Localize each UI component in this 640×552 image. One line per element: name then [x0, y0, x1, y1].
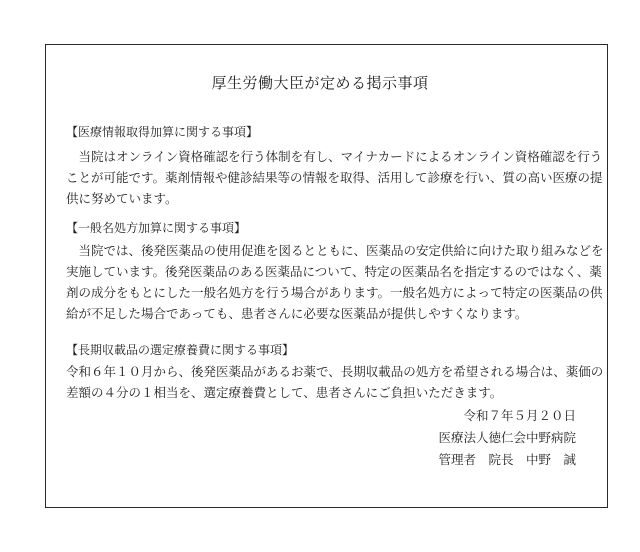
section-body — [66, 146, 603, 209]
body-line: 給が不足した場合であっても、患者さんに必要な医薬品が提供しやすくなります。 — [66, 306, 528, 321]
section-body — [66, 240, 604, 324]
section-medical-info-addition — [66, 124, 603, 209]
manager-name: 管理者 院長 中野 誠 — [438, 452, 576, 467]
signature-block — [438, 405, 576, 471]
organization-name: 医療法人徳仁会中野病院 — [438, 430, 576, 445]
section-heading: 【一般名処方加算に関する事項】 — [66, 221, 247, 235]
section-generic-name-prescription — [66, 220, 604, 324]
body-line: 実施しています。後発医薬品のある医薬品について、特定の医薬品名を指定するのではなく、薬 — [66, 264, 602, 279]
body-line: 令和６年１０月から、後発医薬品があるお薬で、長期収載品の処方を希望される場合は、薬価の — [66, 364, 604, 379]
notice-date: 令和７年５月２０日 — [463, 408, 576, 423]
body-line: ことが可能です。薬剤情報や健診結果等の情報を取得、活用して診療を行い、質の高い医療の提 — [66, 170, 603, 185]
section-heading: 【医療情報取得加算に関する事項】 — [66, 125, 259, 139]
body-line: 剤の成分をもとにした一般名処方を行う場合があります。一般名処方によって特定の医薬品の供 — [66, 285, 603, 300]
section-heading: 【長期収載品の選定療養費に関する事項】 — [66, 343, 295, 357]
body-line: 当院はオンライン資格確認を行う体制を有し、マイナカードによるオンライン資格確認を行う — [66, 149, 603, 164]
body-line: 差額の４分の１相当を、選定療養費として、患者さんにご負担いただきます。 — [66, 385, 503, 400]
body-line: 供に努めています。 — [66, 191, 178, 206]
section-body — [66, 361, 604, 403]
section-long-listed-drugs — [66, 342, 604, 403]
notice-title: 厚生労働大臣が定める掲示事項 — [211, 74, 429, 92]
body-line: 当院では、後発医薬品の使用促進を図るとともに、医薬品の安定供給に向けた取り組みなどを — [66, 243, 604, 258]
